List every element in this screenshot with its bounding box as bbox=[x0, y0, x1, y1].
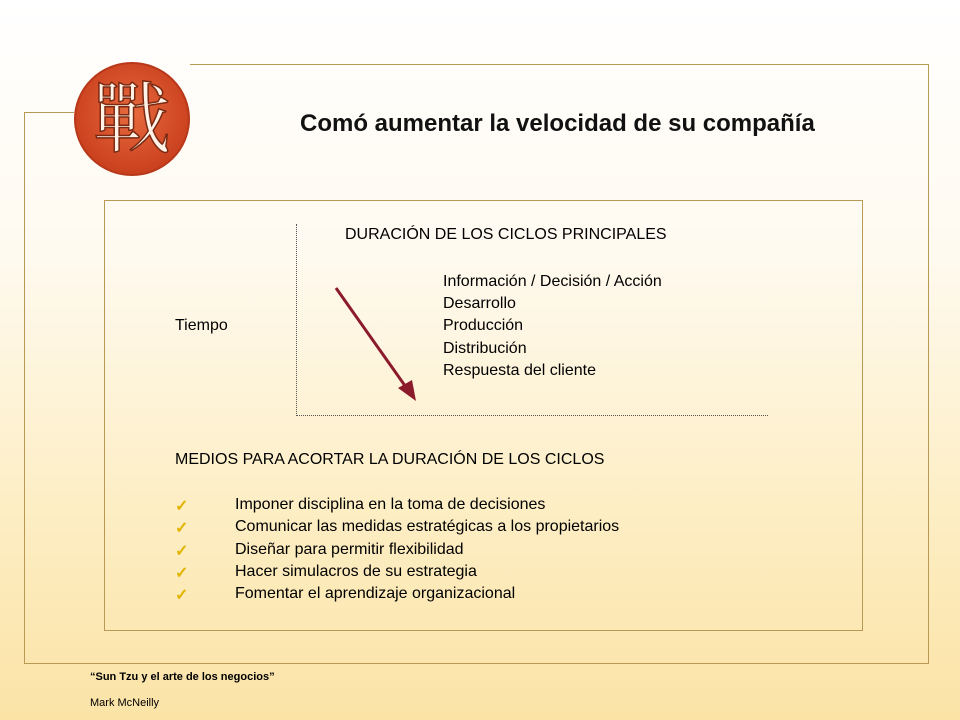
frame-right-line bbox=[928, 64, 929, 664]
means-item-text: Imponer disciplina en la toma de decisiones bbox=[235, 496, 546, 513]
check-mark-icon: ✓ bbox=[175, 543, 189, 560]
frame-top-line bbox=[190, 64, 929, 65]
check-mark-icon: ✓ bbox=[175, 520, 189, 537]
frame-left-line bbox=[24, 112, 25, 664]
cycles-heading: DURACIÓN DE LOS CICLOS PRINCIPALES bbox=[345, 226, 667, 243]
means-item-text: Comunicar las medidas estratégicas a los propietarios bbox=[235, 518, 620, 535]
cycle-item: Distribución bbox=[443, 340, 527, 357]
chart-horizontal-axis bbox=[296, 415, 768, 416]
footer-author: Mark McNeilly bbox=[90, 697, 160, 709]
time-axis-label: Tiempo bbox=[175, 317, 228, 334]
footer-source-quote: “Sun Tzu y el arte de los negocios” bbox=[90, 671, 275, 683]
check-mark-icon: ✓ bbox=[175, 498, 189, 515]
check-mark-icon: ✓ bbox=[175, 587, 189, 604]
means-item-text: Diseñar para permitir flexibilidad bbox=[235, 541, 464, 558]
cycle-item: Información / Decisión / Acción bbox=[443, 273, 662, 290]
cycle-item: Producción bbox=[443, 317, 524, 334]
frame-bottom-line bbox=[24, 663, 929, 664]
cycle-item: Respuesta del cliente bbox=[443, 362, 596, 379]
decreasing-time-arrow-icon bbox=[330, 282, 430, 404]
frame-left-stub bbox=[24, 112, 74, 113]
means-heading: MEDIOS PARA ACORTAR LA DURACIÓN DE LOS CICLOS bbox=[175, 451, 605, 468]
chinese-character-seal-icon bbox=[72, 60, 192, 178]
means-item-text: Fomentar el aprendizaje organizacional bbox=[235, 585, 516, 602]
slide-title: Comó aumentar la velocidad de su compañía bbox=[300, 110, 815, 137]
means-item-text: Hacer simulacros de su estrategia bbox=[235, 563, 477, 580]
chart-vertical-axis bbox=[296, 224, 297, 416]
svg-text:戰: 戰 bbox=[92, 75, 172, 165]
check-mark-icon: ✓ bbox=[175, 565, 189, 582]
cycle-item: Desarrollo bbox=[443, 295, 516, 312]
